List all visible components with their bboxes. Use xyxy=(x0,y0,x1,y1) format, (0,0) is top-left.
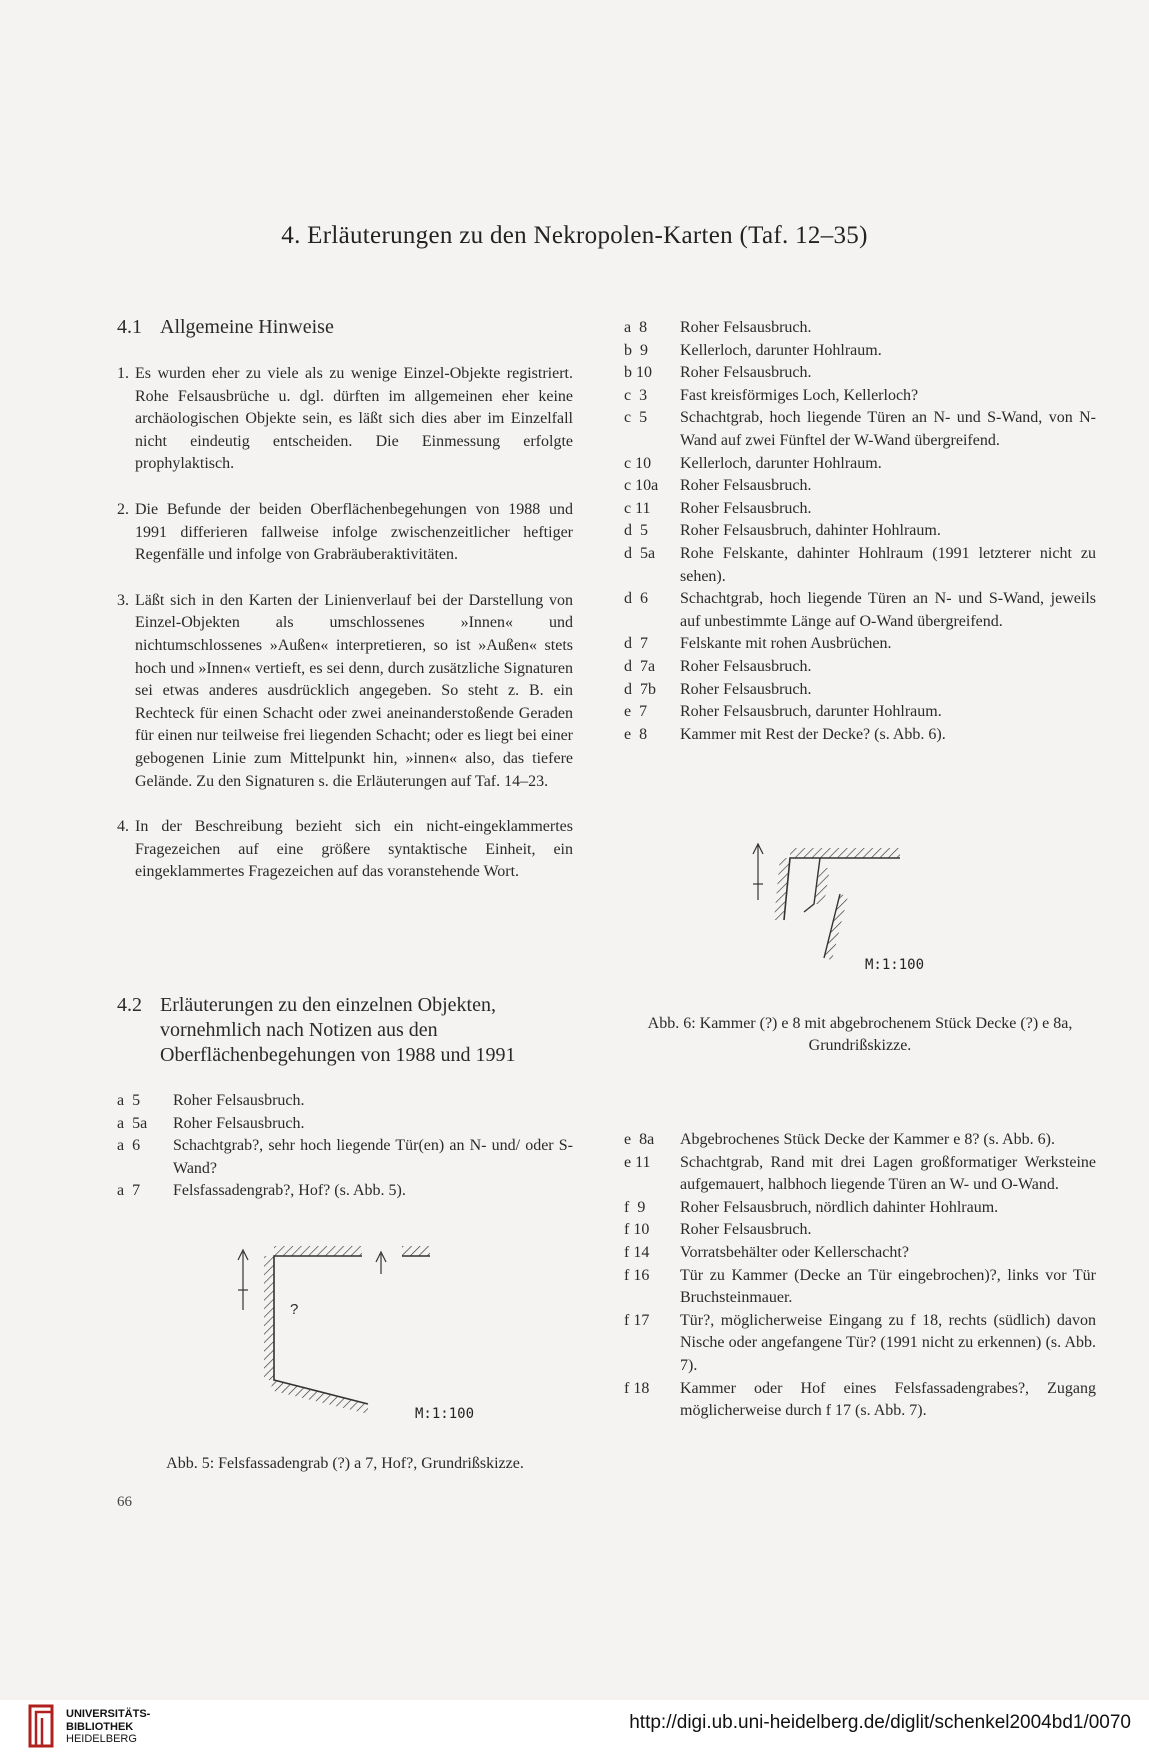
list-item: a 5 Roher Felsausbruch. xyxy=(117,1092,305,1109)
list-item: e 8 Kammer mit Rest der Decke? (s. Abb. 6). xyxy=(624,725,946,743)
library-logo-icon xyxy=(28,1704,58,1748)
list-item: d 5a Rohe Felskante, dahinter Hohlraum (1991 letzterer nicht zu sehen). xyxy=(624,544,1096,585)
list-item: c 3 Fast kreisförmiges Loch, Kellerloch? xyxy=(624,386,919,404)
section-number: 4.1 xyxy=(117,316,142,338)
paragraph-4: 4. In der Beschreibung bezieht sich ein nicht-eingeklammertes Fragezeichen auf eine größere syntaktische Einheit, ein eingeklammertes Fragezeichen auf das voranstehende Wort. xyxy=(117,818,573,881)
paragraph-1: 1. Es wurden eher zu viele als zu wenige Einzel-Objekte registriert. Rohe Felsausbrüche u. dgl. dürften im allgemeinen eher keine archäologischen Objekte sein, es läßt sich dies aber im Einzelfall nicht eindeutig entscheiden. Die Einmessung erfolgte prophylaktisch. xyxy=(117,365,573,473)
list-item: f 9 Roher Felsausbruch, nördlich dahinter Hohlraum. xyxy=(624,1198,999,1216)
list-item: d 7a Roher Felsausbruch. xyxy=(624,657,812,675)
figure-5-question-mark: ? xyxy=(290,1301,299,1318)
figure-6-sketch xyxy=(744,832,944,972)
left-column xyxy=(117,315,573,884)
library-logo-text: UNIVERSITÄTS- BIBLIOTHEK HEIDELBERG xyxy=(66,1708,151,1745)
list-item: f 10 Roher Felsausbruch. xyxy=(624,1221,812,1239)
section-heading-4-2: 4.2 Erläuterungen zu den einzelnen Objekten, vornehmlich nach Notizen aus den Oberflächenbegehungen von 1988 und 1991 xyxy=(117,994,516,1066)
list-item: f 17 Tür?, möglicherweise Eingang zu f 18, rechts (südlich) davon Nische oder angefangene Tür? (1991 nicht zu erkennen) (s. Abb. 7). xyxy=(624,1311,1096,1374)
figure-5-sketch xyxy=(230,1232,460,1422)
paragraph-2: 2. Die Befunde der beiden Oberflächenbegehungen von 1988 und 1991 differieren fallweise infolge zwischenzeitlicher heftiger Regenfälle und infolge von Grabräuberaktivitäten. xyxy=(117,500,573,564)
list-item: e 7 Roher Felsausbruch, darunter Hohlraum. xyxy=(624,703,942,721)
list-item: d 7 Felskante mit rohen Ausbrüchen. xyxy=(624,635,892,653)
list-item: e 8a Abgebrochenes Stück Decke der Kammer e 8? (s. Abb. 6). xyxy=(624,1131,1055,1148)
page-title: 4. Erläuterungen zu den Nekropolen-Karten (Taf. 12–35) xyxy=(281,222,868,249)
figure-5-caption: Abb. 5: Felsfassadengrab (?) a 7, Hof?, Grundrißskizze. xyxy=(166,1455,524,1472)
list-item: e 11 Schachtgrab, Rand mit drei Lagen großformatiger Werksteine aufgemauert, halbhoch liegende Türen an W- und O-Wand. xyxy=(624,1153,1096,1194)
figure-6-scale: M:1:100 xyxy=(865,957,925,973)
list-item: c 11 Roher Felsausbruch. xyxy=(624,499,812,517)
section-heading-4-1 xyxy=(117,315,573,340)
left-column-section-2 xyxy=(117,993,573,1203)
list-item: b 10 Roher Felsausbruch. xyxy=(624,364,812,382)
figure-6-caption: Abb. 6: Kammer (?) e 8 mit abgebrochenem Stück Decke (?) e 8a, Grundrißskizze. xyxy=(647,1015,1073,1054)
right-column-bottom xyxy=(624,1129,1096,1423)
list-item: a 5a Roher Felsausbruch. xyxy=(117,1114,305,1132)
list-item: d 6 Schachtgrab, hoch liegende Türen an N- und S-Wand, jeweils auf unbestimmte Länge auf O-Wand übergreifend. xyxy=(624,590,1096,630)
list-item: b 9 Kellerloch, darunter Hohlraum. xyxy=(624,341,882,359)
list-item: f 16 Tür zu Kammer (Decke an Tür eingebrochen)?, links vor Tür Bruchsteinmauer. xyxy=(624,1266,1096,1307)
list-item: f 18 Kammer oder Hof eines Felsfassadengrabes?, Zugang möglicherweise durch f 17 (s. Abb. 7). xyxy=(624,1379,1096,1420)
list-item: a 6 Schachtgrab?, sehr hoch liegende Tür(en) an N- und/ oder S-Wand? xyxy=(117,1137,573,1177)
section-title: Allgemeine Hinweise xyxy=(160,316,334,338)
list-item: c 10a Roher Felsausbruch. xyxy=(624,477,812,495)
list-item: c 10 Kellerloch, darunter Hohlraum. xyxy=(624,454,882,472)
list-item: d 5 Roher Felsausbruch, dahinter Hohlraum. xyxy=(624,522,941,540)
list-item: d 7b Roher Felsausbruch. xyxy=(624,680,812,698)
list-item: f 14 Vorratsbehälter oder Kellerschacht? xyxy=(624,1243,909,1261)
source-url-link[interactable]: http://digi.ub.uni-heidelberg.de/diglit/schenkel2004bd1/0070 xyxy=(629,1712,1131,1733)
list-item: a 8 Roher Felsausbruch. xyxy=(624,319,812,336)
page-number: 66 xyxy=(117,1494,132,1510)
paragraph-3: 3. Läßt sich in den Karten der Linienverlauf bei der Darstellung von Einzel-Objekten als umschlossenes »Innen« und nichtumschlossenes »Außen« interpretieren, so ist »Außen« stets hoch und »Innen« vertieft, es sei denn, durch zusätzliche Signaturen sei etwas anderes ausdrücklich angegeben. So steht z. B. ein Rechteck für einen Schacht oder zwei aneinanderstoßende Geraden für einen nur teilweise frei liegenden Schacht; oder es liegt bei einer gebogenen Linie zum Mittelpunkt hin, »innen« also, das tiefere Gelände. Zu den Signaturen s. die Erläuterungen auf Taf. 14–23. xyxy=(117,591,573,790)
list-item: c 5 Schachtgrab, hoch liegende Türen an N- und S-Wand, von N-Wand auf zwei Fünftel der W-Wand übergreifend. xyxy=(624,409,1096,449)
list-item: a 7 Felsfassadengrab?, Hof? (s. Abb. 5). xyxy=(117,1182,406,1200)
figure-5-scale: M:1:100 xyxy=(415,1406,475,1422)
right-column-top xyxy=(624,317,1096,746)
